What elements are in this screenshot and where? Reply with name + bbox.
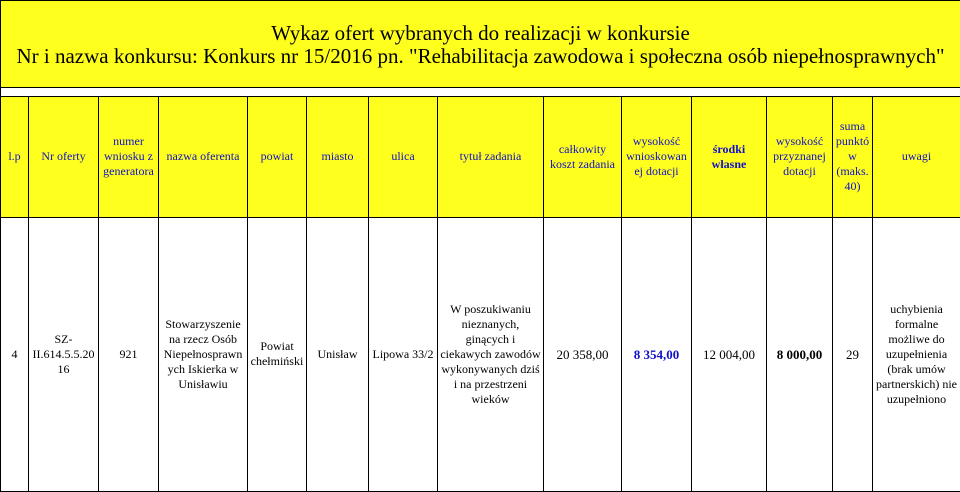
header-uwagi: uwagi <box>873 96 960 217</box>
header-srodki-wlasne: środki własne <box>692 96 767 217</box>
header-lp: l.p <box>1 96 29 217</box>
header-wysokosc-przyznanej: wysokość przyznanej dotacji <box>767 96 833 217</box>
cell-ulica: Lipowa 33/2 <box>369 217 438 491</box>
cell-uwagi: uchybienia formalne możliwe do uzupełnienia (brak umów partnerskich) nie uzupełniono <box>873 217 960 491</box>
cell-numer-wniosku: 921 <box>99 217 159 491</box>
contest-title: Nr i nazwa konkursu: Konkurs nr 15/2016 pn. "Rehabilitacja zawodowa i społeczna osób niepełnosprawnych" <box>16 43 945 68</box>
header-powiat: powiat <box>248 96 307 217</box>
table-row <box>1 217 960 491</box>
header-suma-punktow: suma punktów (maks.40) <box>833 96 873 217</box>
header-ulica: ulica <box>369 96 438 217</box>
spacer-cell <box>1 87 960 96</box>
cell-miasto: Unisław <box>307 217 369 491</box>
header-row <box>1 96 960 217</box>
cell-lp: 4 <box>1 217 29 491</box>
cell-powiat: Powiat chełmiński <box>248 217 307 491</box>
cell-calkowity-koszt: 20 358,00 <box>544 217 622 491</box>
title-row <box>1 1 960 88</box>
sheet-title: Wykaz ofert wybranych do realizacji w konkursie <box>271 20 690 45</box>
title-cell <box>1 1 960 88</box>
cell-tytul-zadania: W poszukiwaniu nieznanych, ginących i ciekawych zawodów wykonywanych dziś i na przestrzeni wieków <box>438 217 544 491</box>
header-wysokosc-wnioskowanej: wysokość wnioskowanej dotacji <box>622 96 692 217</box>
cell-srodki-wlasne: 12 004,00 <box>692 217 767 491</box>
cell-nazwa-oferenta: Stowarzyszenie na rzecz Osób Niepełnosprawnych Iskierka w Unisławiu <box>159 217 248 491</box>
header-nr-oferty: Nr oferty <box>29 96 99 217</box>
header-miasto: miasto <box>307 96 369 217</box>
header-tytul-zadania: tytuł zadania <box>438 96 544 217</box>
cell-nr-oferty: SZ-II.614.5.5.2016 <box>29 217 99 491</box>
cell-suma-punktow: 29 <box>833 217 873 491</box>
cell-wysokosc-wnioskowanej: 8 354,00 <box>622 217 692 491</box>
header-nazwa-oferenta: nazwa oferenta <box>159 96 248 217</box>
header-calkowity-koszt: całkowity koszt zadania <box>544 96 622 217</box>
cell-wysokosc-przyznanej: 8 000,00 <box>767 217 833 491</box>
spacer-row <box>1 87 960 96</box>
header-numer-wniosku: numer wniosku z generatora <box>99 96 159 217</box>
